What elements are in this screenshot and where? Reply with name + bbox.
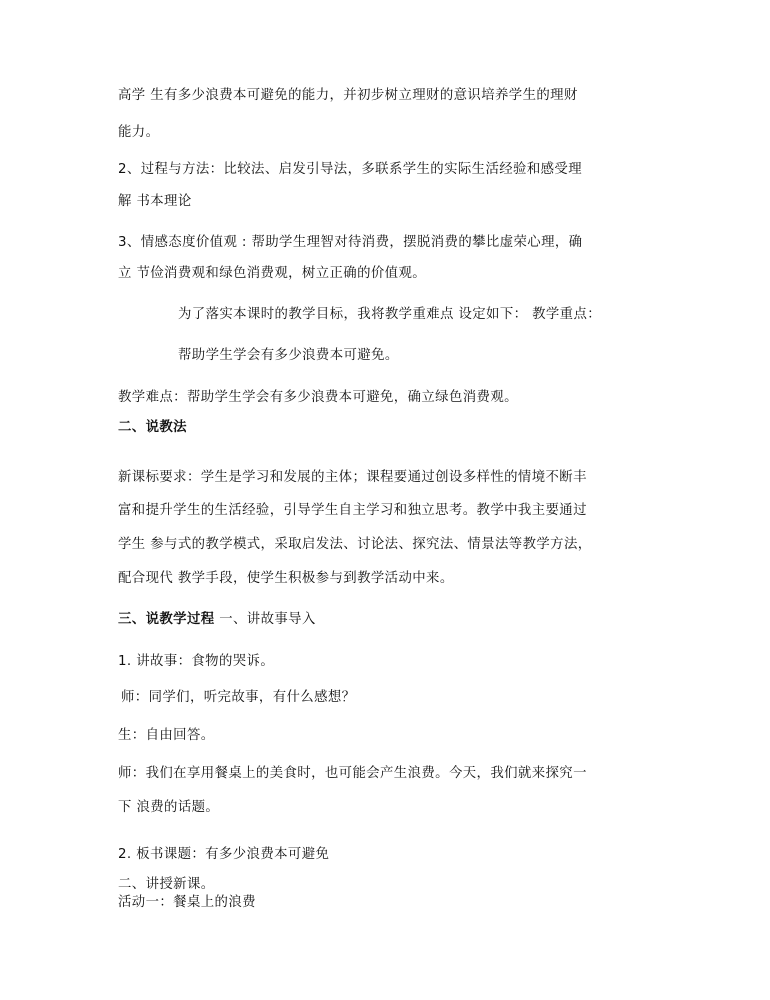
body-text-line: 立 节俭消费观和绿色消费观，树立正确的价值观。 (118, 266, 427, 281)
key-point-text: 帮助学生学会有多少浪费本可避免。 (178, 348, 399, 363)
body-text-line: 新课标要求：学生是学习和发展的主体；课程要通过创设多样性的情境不断丰 (118, 470, 587, 485)
section-heading-teaching-process: 三、说教学过程 (118, 612, 215, 627)
body-text-line: 配合现代 教学手段，使学生积极参与到教学活动中来。 (118, 571, 454, 586)
section-line-teaching-process (118, 611, 316, 629)
teacher-line: 师：同学们，听完故事，有什么感想？ (121, 690, 356, 705)
key-points-intro: 为了落实本课时的教学目标，我将教学重难点 设定如下： 教学重点： (178, 307, 602, 322)
subsection-story-intro: 一、讲故事导入 (219, 612, 316, 627)
objective-process-method: 2、过程与方法：比较法、启发引导法，多联系学生的实际生活经验和感受理 (118, 162, 583, 177)
objective-emotion-attitude: 3、情感态度价值观 : 帮助学生理智对待消费，摆脱消费的攀比虚荣心理，确 (118, 235, 583, 250)
body-text-line: 高学 生有多少浪费本可避免的能力，并初步树立理财的意识培养学生的理财 (118, 88, 578, 103)
body-text-line: 下 浪费的话题。 (118, 800, 220, 815)
section-heading-teaching-method: 二、说教法 (118, 420, 187, 435)
body-text-line: 富和提升学生的生活经验，引导学生自主学习和独立思考。教学中我主要通过 (118, 503, 587, 518)
body-text-line: 解 书本理论 (118, 194, 192, 209)
body-text-line: 学生 参与式的教学模式，采取启发法、讨论法、探究法、情景法等教学方法， (118, 537, 592, 552)
body-text-line: 能力。 (118, 125, 160, 140)
difficult-point-text: 教学难点：帮助学生学会有多少浪费本可避免，确立绿色消费观。 (118, 390, 518, 405)
teacher-line: 师：我们在享用餐桌上的美食时，也可能会产生浪费。今天，我们就来探究一 (118, 766, 587, 781)
student-line: 生：自由回答。 (118, 728, 215, 743)
step-board-title: 2. 板书课题：有多少浪费本可避免 (118, 847, 330, 862)
activity-one: 活动一：餐桌上的浪费 (118, 895, 256, 910)
step-story: 1. 讲故事：食物的哭诉。 (118, 654, 275, 669)
subsection-new-lesson: 二、讲授新课。 (118, 877, 215, 892)
